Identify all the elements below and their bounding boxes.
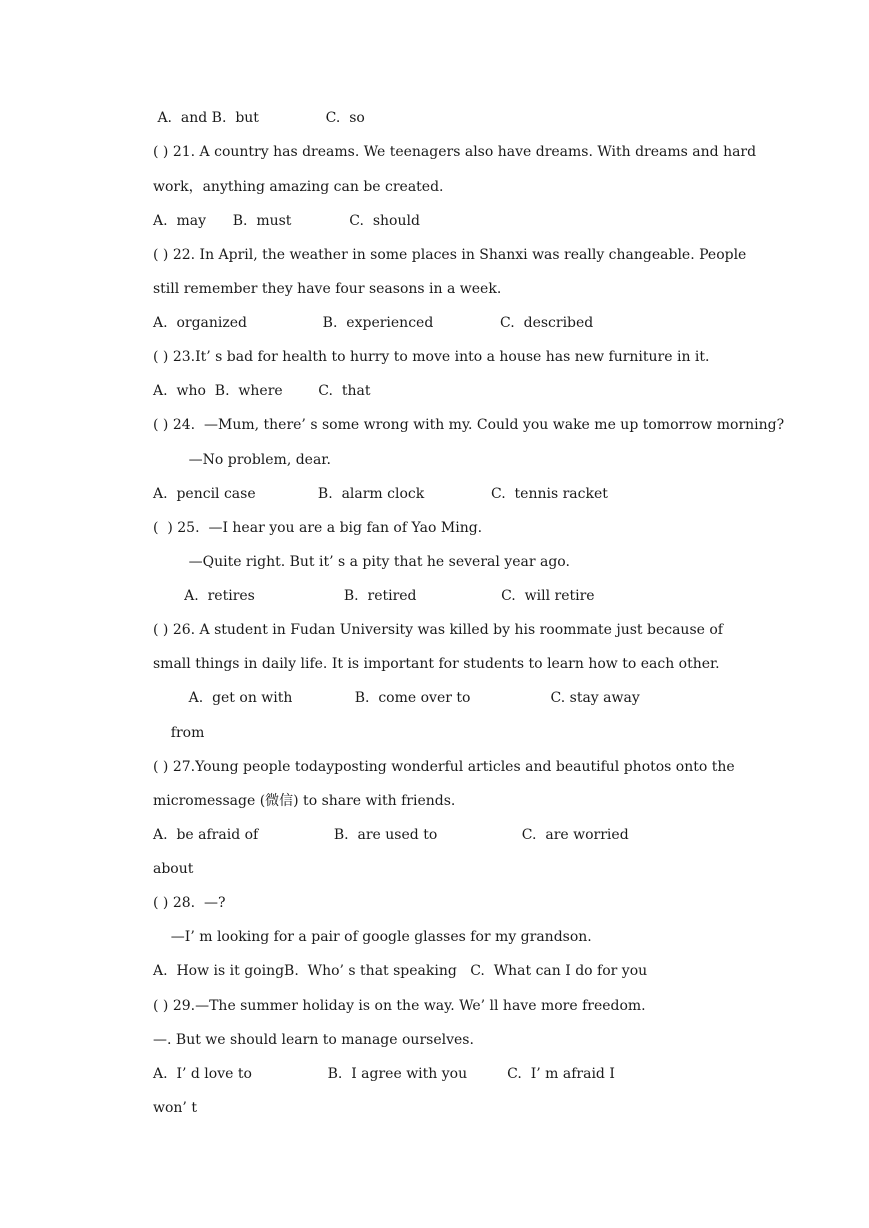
text-line-q29-reply: —. But we should learn to manage ourselves. [153, 1032, 474, 1048]
text-line-q28: ( ) 28. —? [153, 895, 226, 911]
text-line-options-26-cont: from [153, 725, 205, 741]
text-line-options-27-cont: about [153, 861, 194, 877]
text-line-options-27: A. be afraid of B. are used to C. are worried [153, 827, 629, 843]
text-line-options-24: A. pencil case B. alarm clock C. tennis racket [153, 486, 608, 502]
text-line-q22-cont: still remember they have four seasons in a week. [153, 281, 502, 297]
text-line-q25-reply: —Quite right. But it’ s a pity that he several year ago. [153, 554, 570, 570]
text-line-q21: ( ) 21. A country has dreams. We teenagers also have dreams. With dreams and hard [153, 144, 757, 160]
text-line-options-22: A. organized B. experienced C. described [153, 315, 594, 331]
text-line-options-28: A. How is it goingB. Who’ s that speaking C. What can I do for you [153, 963, 648, 979]
text-line-options-26: A. get on with B. come over to C. stay away [153, 690, 640, 706]
text-line-q26: ( ) 26. A student in Fudan University was killed by his roommate just because of [153, 622, 723, 638]
text-line-q24: ( ) 24. —Mum, there’ s some wrong with my. Could you wake me up tomorrow morning? [153, 417, 785, 433]
text-line-q29: ( ) 29.—The summer holiday is on the way. We’ ll have more freedom. [153, 998, 646, 1014]
text-line-q27-cont: micromessage (微信) to share with friends. [153, 793, 456, 809]
text-line-q27: ( ) 27.Young people todayposting wonderful articles and beautiful photos onto the [153, 759, 735, 775]
text-line-q22: ( ) 22. In April, the weather in some places in Shanxi was really changeable. People [153, 247, 747, 263]
text-line-q23: ( ) 23.It’ s bad for health to hurry to move into a house has new furniture in it. [153, 349, 710, 365]
text-line-options-20: A. and B. but C. so [153, 110, 365, 126]
text-line-q28-reply: —I’ m looking for a pair of google glasses for my grandson. [153, 929, 592, 945]
text-line-q24-reply: —No problem, dear. [153, 452, 331, 468]
text-line-options-23: A. who B. where C. that [153, 383, 371, 399]
text-line-q21-cont: work，anything amazing can be created. [153, 179, 444, 195]
text-line-options-29: A. I’ d love to B. I agree with you C. I’ m afraid I [153, 1066, 615, 1082]
text-line-options-25: A. retires B. retired C. will retire [153, 588, 595, 604]
text-line-q25: ( ) 25. —I hear you are a big fan of Yao Ming. [153, 520, 483, 536]
text-line-options-29-cont: won’ t [153, 1100, 197, 1116]
text-line-q26-cont: small things in daily life. It is important for students to learn how to each other. [153, 656, 720, 672]
text-line-options-21: A. may B. must C. should [153, 213, 420, 229]
